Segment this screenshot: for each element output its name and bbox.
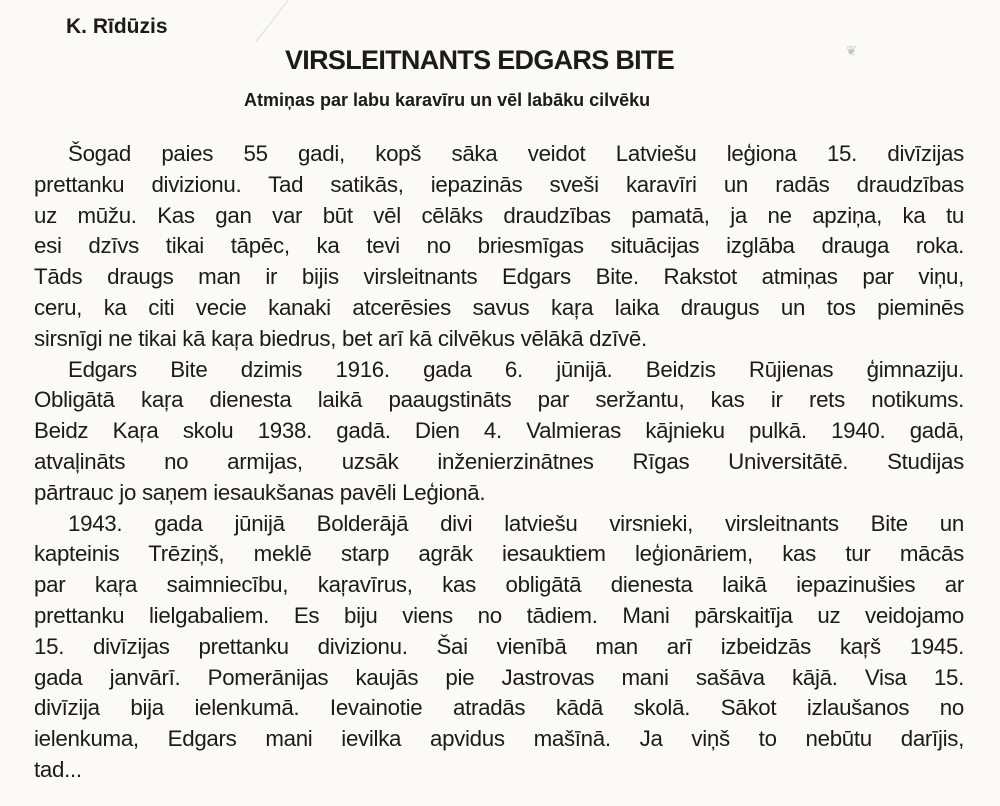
paragraph-3-line-2: kapteinis Trēziņš, meklē starp agrāk iesauktiem leģionāriem, kas tur mācās bbox=[34, 541, 964, 567]
paragraph-3-line-6: gada janvārī. Pomerānijas kaujās pie Jastrovas mani sašāva kājā. Visa 15. bbox=[34, 664, 964, 690]
article-body bbox=[34, 139, 964, 786]
paragraph-2-line-3: Beidz Kaŗa skolu 1938. gadā. Dien 4. Valmieras kājnieku pulkā. 1940. gadā, bbox=[34, 418, 964, 444]
paragraph-3-line-3: par kaŗa saimniecību, kaŗavīrus, kas obligātā dienesta laikā iepazinušies ar bbox=[34, 572, 964, 598]
paragraph-1 bbox=[34, 139, 964, 355]
paragraph-2-line-5: pārtrauc jo saņem iesaukšanas pavēli Leģionā. bbox=[34, 479, 486, 505]
paragraph-1-line-4: esi dzīvs tikai tāpēc, ka tevi no briesmīgas situācijas izglāba drauga roka. bbox=[34, 233, 964, 259]
paragraph-3-line-4: prettanku lielgabaliem. Es biju viens no tādiem. Mani pārskaitīja uz veidojamo bbox=[34, 602, 964, 628]
paragraph-2-line-1: Edgars Bite dzimis 1916. gada 6. jūnijā. Beidzis Rūjienas ģimnaziju. bbox=[68, 356, 964, 382]
paragraph-2-line-4: atvaļināts no armijas, uzsāk inženierzinātnes Rīgas Universitātē. Studijas bbox=[34, 448, 964, 474]
paragraph-3-line-8: ielenkuma, Edgars mani ievilka apvidus mašīnā. Ja viņš to nebūtu darījis, bbox=[34, 726, 964, 752]
paragraph-1-line-1: Šogad paies 55 gadi, kopš sāka veidot Latviešu leģiona 15. divīzijas bbox=[68, 141, 964, 166]
paragraph-2 bbox=[34, 355, 964, 509]
scan-speck: ❦ bbox=[846, 43, 857, 58]
paragraph-3-line-9: tad... bbox=[34, 756, 82, 782]
paragraph-3-line-5: 15. divīzijas prettanku divizionu. Šai vienībā man arī izbeidzās kaŗš 1945. bbox=[34, 633, 964, 659]
paragraph-1-line-6: ceru, ka citi vecie kanaki atcerēsies savus kaŗa laika draugus un tos pieminēs bbox=[34, 294, 964, 320]
paragraph-3-line-1: 1943. gada jūnijā Bolderājā divi latviešu virsnieki, virsleitnants Bite un bbox=[68, 510, 964, 536]
paragraph-1-line-7: sirsnīgi ne tikai kā kaŗa biedrus, bet arī kā cilvēkus vēlākā dzīvē. bbox=[34, 325, 647, 351]
paragraph-2-line-2: Obligātā kaŗa dienesta laikā paaugstināts par seržantu, kas ir rets notikums. bbox=[34, 387, 964, 413]
article-title: VIRSLEITNANTS EDGARS BITE bbox=[285, 45, 675, 75]
paragraph-3-line-7: divīzija bija ielenkumā. Ievainotie atradās kādā skolā. Sākot izlaušanos no bbox=[34, 695, 964, 721]
paragraph-1-line-2: prettanku divizionu. Tad satikās, iepazinās sveši karavīri un radās draudzības bbox=[34, 171, 964, 197]
paragraph-1-line-3: uz mūžu. Kas gan var būt vēl cēlāks draudzības pamatā, ja ne apziņa, ka tu bbox=[34, 202, 964, 228]
author-name: K. Rīdūzis bbox=[66, 15, 168, 38]
scan-mark bbox=[207, 0, 289, 42]
paragraph-3 bbox=[34, 509, 964, 786]
paragraph-1-line-5: Tāds draugs man ir bijis virsleitnants Edgars Bite. Rakstot atmiņas par viņu, bbox=[34, 264, 964, 290]
article-subtitle: Atmiņas par labu karavīru un vēl labāku cilvēku bbox=[244, 90, 651, 110]
